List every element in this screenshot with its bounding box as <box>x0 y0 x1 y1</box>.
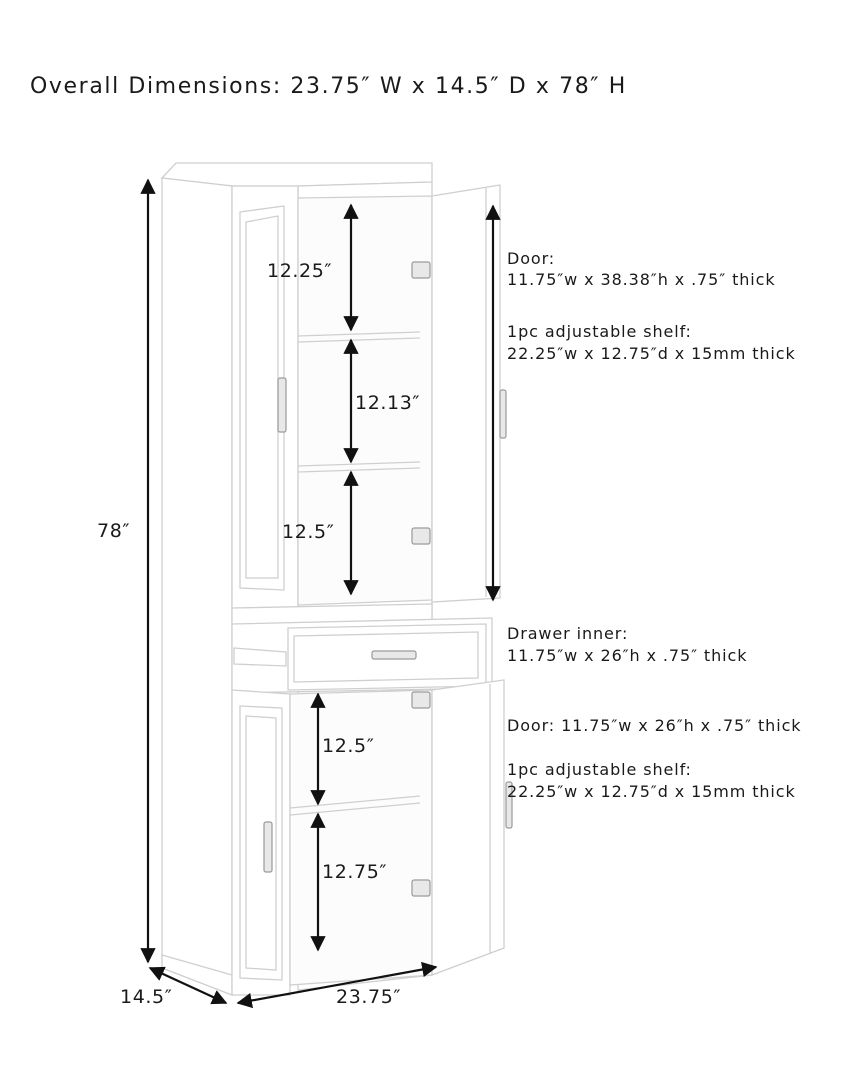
lower-low-space-label: 12.75″ <box>322 861 388 883</box>
upper-mid-space-label: 12.13″ <box>355 392 421 414</box>
hinge <box>412 880 430 896</box>
upper-door-spec-detail: 11.75″w x 38.38″h x .75″ thick <box>507 270 776 289</box>
upper-left-door <box>232 186 298 612</box>
cabinet-side-panel <box>162 178 232 995</box>
upper-door-spec-title: Door: <box>507 249 556 268</box>
overall-dimensions-title: Overall Dimensions: 23.75″ W x 14.5″ D x 78″ H <box>30 74 627 99</box>
lower-top-space-label: 12.5″ <box>322 735 375 757</box>
upper-shelf-spec-title: 1pc adjustable shelf: <box>507 322 692 341</box>
lower-shelf-spec-detail: 22.25″w x 12.75″d x 15mm thick <box>507 782 796 801</box>
lower-right-door <box>432 680 504 975</box>
lower-left-door <box>232 690 290 995</box>
drawer-spec-detail: 11.75″w x 26″h x .75″ thick <box>507 646 748 665</box>
upper-top-space-label: 12.25″ <box>267 260 333 282</box>
drawer-spec-title: Drawer inner: <box>507 624 629 643</box>
upper-right-door <box>432 185 500 602</box>
height-label: 78″ <box>97 520 131 542</box>
depth-label: 14.5″ <box>120 986 173 1008</box>
lower-shelf-spec-title: 1pc adjustable shelf: <box>507 760 692 779</box>
hinge <box>412 692 430 708</box>
drawer-handle <box>372 651 416 659</box>
hinge <box>412 528 430 544</box>
upper-shelf-spec-detail: 22.25″w x 12.75″d x 15mm thick <box>507 344 796 363</box>
upper-door-handle <box>278 378 286 432</box>
upper-right-door-handle <box>500 390 506 438</box>
upper-low-space-label: 12.5″ <box>282 521 335 543</box>
lower-door-handle <box>264 822 272 872</box>
lower-door-spec: Door: 11.75″w x 26″h x .75″ thick <box>507 716 802 735</box>
hinge <box>412 262 430 278</box>
width-label: 23.75″ <box>336 986 402 1008</box>
